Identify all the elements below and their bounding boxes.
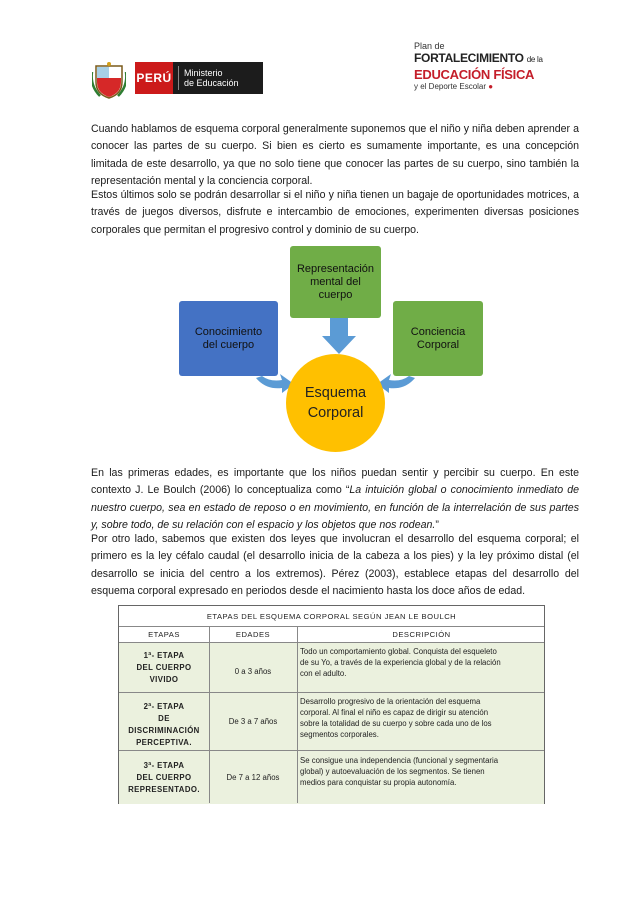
diagram-top-line-2: mental del: [310, 275, 361, 288]
diagram-box-awareness: [393, 301, 483, 376]
table-cell-description: [300, 646, 544, 679]
diagram-box-representation: [290, 246, 381, 318]
plan-line-4: [414, 82, 564, 92]
description-line: medios para conquistar su propia autonomía.: [300, 778, 457, 787]
diagram-right-line-2: Corporal: [416, 338, 460, 351]
stage-line: DEL CUERPO: [136, 772, 192, 782]
table-title: ETAPAS DEL ESQUEMA CORPORAL SEGÚN JEAN LE BOULCH: [206, 611, 457, 621]
paragraph-3-intro: En las primeras edades, es importante que los niños puedan sentir y percibir su cuerpo. En este contexto J. Le Boulch (2006) lo conceptualiza como “: [91, 467, 579, 497]
table-header-stages: ETAPAS: [148, 629, 180, 639]
description-line: Todo un comportamiento global. Conquista del esqueleto: [300, 647, 497, 656]
ministry-logo: [135, 62, 263, 94]
description-line: corporal. Al final el niño es capaz de dirigir su atención: [300, 708, 489, 717]
description-line: segmentos corporales.: [300, 730, 379, 739]
table-row: [119, 693, 544, 750]
stage-line: DISCRIMINACIÓN: [128, 725, 200, 735]
plan-line-3: EDUCACIÓN FÍSICA: [414, 67, 535, 82]
stage-line: DEL CUERPO: [136, 662, 192, 672]
ministry-name: [184, 68, 239, 88]
table-cell-age: De 3 a 7 años: [228, 717, 278, 726]
stage-line: VIVIDO: [149, 674, 179, 684]
description-line: global) y autoevaluación de los segmentos. Se tienen: [300, 767, 485, 776]
stages-table: [118, 605, 545, 804]
description-line: Desarrollo progresivo de la orientación del esquema: [300, 697, 481, 706]
description-line: de su Yo, a través de la experiencia global y de la relación: [300, 658, 501, 667]
stage-line: PERCEPTIVA.: [136, 737, 192, 747]
peru-label: PERÚ: [135, 62, 173, 94]
plan-line-2-suffix: de la: [526, 55, 543, 64]
ministry-line-1: Ministerio: [184, 68, 223, 78]
stage-line: 1ª- ETAPA: [143, 650, 185, 660]
paragraph-4: Por otro lado, sabemos que existen dos leyes que involucran el desarrollo del esquema corporal; el primero es la ley céfalo caudal (el desarrollo inicia de la cabeza a los pies) y la ley próximo distal (el desarrollo se inicia del centro a los extremos). Pérez (2003), establece etapas del desarrollo del esquema corporal expresado en periodos desde el nacimiento hasta los doce años de edad.: [91, 533, 579, 598]
diagram-box-knowledge: [179, 301, 278, 376]
paragraph-3: [91, 465, 579, 535]
table-column-divider: [209, 626, 210, 803]
logo-divider: [178, 66, 179, 90]
table-row: [119, 643, 544, 692]
diagram-top-line-1: Representación: [296, 262, 375, 275]
table-cell-stage: [119, 693, 209, 750]
plan-logo: [414, 41, 564, 96]
diagram-left-line-1: Conocimiento: [194, 325, 263, 338]
diagram-left-line-2: del cuerpo: [202, 338, 255, 351]
diagram-center-line-1: Esquema: [304, 385, 367, 401]
stage-line: REPRESENTADO.: [128, 784, 200, 794]
peru-coat-of-arms-icon: [92, 62, 126, 100]
description-line: sobre la totalidad de su cuerpo y sobre cada uno de los: [300, 719, 492, 728]
description-line: Se consigue una independencia (funcional y segmentaria: [300, 756, 499, 765]
paragraph-3-end: ”: [435, 519, 439, 532]
stage-line: 3ª- ETAPA: [143, 760, 185, 770]
stage-line: 2ª- ETAPA: [143, 701, 185, 711]
table-row: [119, 751, 544, 804]
table-cell-description: [300, 696, 544, 740]
table-cell-stage: [119, 751, 209, 804]
diagram-top-line-3: cuerpo: [318, 288, 353, 301]
table-header-ages: EDADES: [235, 629, 271, 639]
diagram-center-circle: [286, 354, 385, 452]
plan-line-1: Plan de: [414, 41, 445, 51]
diagram-center-line-2: Corporal: [307, 405, 364, 421]
diagram-right-line-1: Conciencia: [410, 325, 466, 338]
table-column-divider: [297, 626, 298, 803]
table-cell-age: De 7 a 12 años: [226, 773, 280, 782]
plan-line-4-text: y el Deporte Escolar: [414, 82, 487, 91]
ministry-line-2: de Educación: [184, 78, 239, 88]
plan-line-2: [414, 51, 564, 67]
table-header-description: DESCRIPCIÓN: [392, 629, 451, 639]
description-line: con el adulto.: [300, 669, 347, 678]
plan-line-2-main: FORTALECIMIENTO: [414, 51, 524, 65]
table-cell-description: [300, 755, 544, 788]
stage-line: DE: [158, 713, 170, 723]
paragraph-2: Estos últimos solo se podrán desarrollar si el niño y niña tienen un bagaje de oportunidades motrices, a través de juegos diversos, disfrute e intercambio de emociones, experimenten diversas posiciones corporales que permitan el progresivo control y dominio de su cuerpo.: [91, 189, 579, 236]
arrow-top: [322, 318, 356, 354]
table-cell-age: 0 a 3 años: [234, 667, 272, 676]
paragraph-1: Cuando hablamos de esquema corporal generalmente suponemos que el niño y niña deben aprender a conocer las partes de su cuerpo. Si bien es cierto es sumamente importante, es una concepción limitada de este desarrollo, ya que no solo tiene que conocer las partes de su cuerpo, sino también la representación mental y la conciencia corporal.: [91, 123, 579, 188]
paragraph-3-quote: La intuición global o conocimiento inmediato de nuestro cuerpo, sea en estado de reposo o en movimiento, en función de la interrelación de sus partes y, sobre todo, de su relación con el espacio y los objetos que nos rodean.: [91, 484, 579, 532]
plan-accent-icon: ●: [488, 82, 494, 91]
table-cell-stage: [119, 643, 209, 692]
